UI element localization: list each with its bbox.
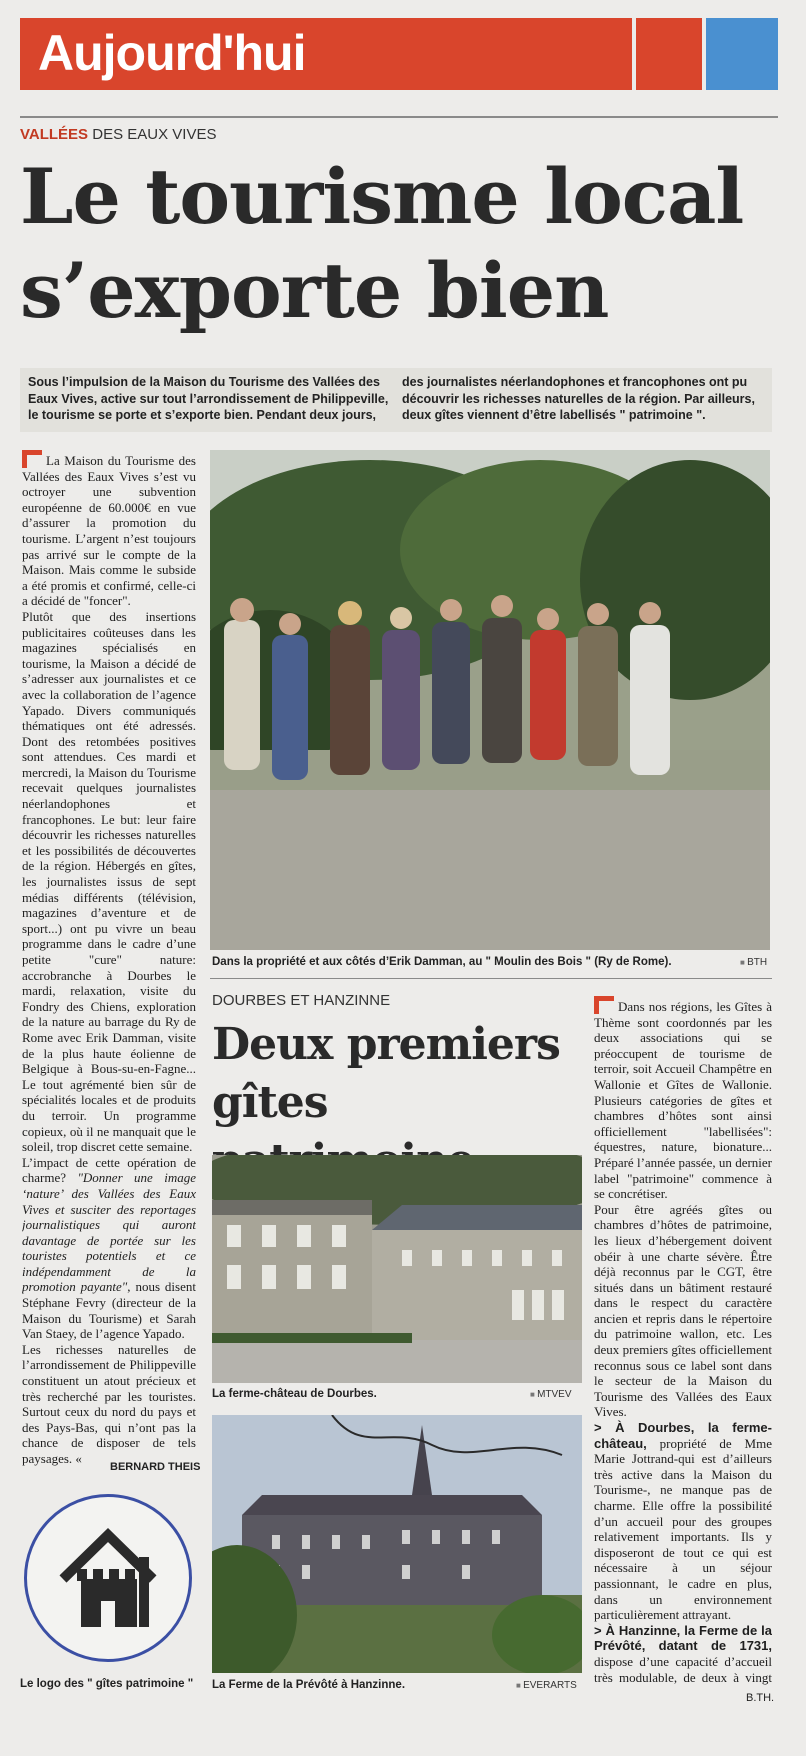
article2-byline: B.TH. (746, 1692, 775, 1704)
body-paragraph: > À Hanzinne, la Ferme de la Prévôté, datant de 1731, dispose d’une capacité d’accueil très modulable, de deux à vingt (594, 1622, 772, 1685)
body-paragraph: Pour être agréés gîtes ou chambres d’hôtes de patrimoine, les lieux d’hébergement doivent obéir à une charte sévère. Être déjà reconnus par le CGT, être situés dans un bâtiment restauré dans le respect du caractère ancien et repris dans le répertoire du patrimoine wallon, etc. Les deux premiers gîtes officiellement reconnus sous ce label sont dans le secteur de la Maison du Tourisme des Vallées des Eaux Vives. (594, 1201, 772, 1420)
standfirst-right: des journalistes néerlandophones et francophones ont pu découvrir les richesses naturelles de la région. Par ailleurs, deux gîtes viennent d’être labellisés " patrimoine ". (402, 375, 755, 422)
headline-line-1: Le tourisme local (20, 152, 744, 241)
group-photo-image (210, 450, 770, 950)
section-title: Aujourd'hui (38, 25, 306, 81)
group-photo-credit: ■ BTH (740, 957, 767, 968)
article-body-left-column (22, 450, 196, 1472)
body-paragraph: L’impact de cette opération de charme? "Donner une image ‘nature’ des Vallées des Eaux Vives et susciter des reportages journalistiques qui auront davantage de portée sur les touristes potentiels et ce indépendamment de la promotion payante", nous disent Stéphane Fevry (directeur de la Maison du Tourisme) et Sarah Van Staey, de l’agence Yapado. (22, 1154, 196, 1342)
article-headline (20, 150, 780, 338)
group-photo (210, 450, 770, 950)
section-header-bar (20, 18, 632, 90)
top-divider (20, 116, 778, 118)
body-paragraph: Les richesses naturelles de l’arrondissement de Philippeville constituent un atout précieux et très recherché par les touristes. Surtout ceux du nord du pays et des Pays-Bas, qui n’ont pas la chance de disposer de tels paysages. « (22, 1341, 196, 1466)
ferme-chateau-caption: La ferme-château de Dourbes. (212, 1388, 377, 1400)
headline-line-2: s’exporte bien (20, 246, 609, 335)
section-header-blue-block (706, 18, 778, 90)
ferme-prevote-photo (212, 1415, 582, 1673)
standfirst-left: Sous l’impulsion de la Maison du Tourisme des Vallées des Eaux Vives, active sur tout l’arrondissement de Philippeville, le tourisme se porte et s’exporte bien. Pendant deux jours, (28, 375, 389, 422)
ferme-chateau-photo (212, 1155, 582, 1383)
drop-mark-icon (594, 996, 614, 1014)
castle-icon (27, 1497, 189, 1659)
people-group (224, 595, 670, 780)
article-byline: BERNARD THEIS (110, 1461, 201, 1473)
article-kicker: VALLÉES DES EAUX VIVES (20, 126, 217, 143)
gites-patrimoine-logo (24, 1494, 192, 1662)
article2-kicker: DOURBES ET HANZINNE (212, 992, 391, 1009)
group-photo-caption: Dans la propriété et aux côtés d’Erik Damman, au " Moulin des Bois " (Ry de Rome). (212, 956, 672, 968)
headline2-line-2: gîtes (212, 1077, 328, 1128)
ferme-chateau-credit: ■ MTVEV (530, 1389, 572, 1400)
mid-divider (210, 978, 772, 979)
body-paragraph: > À Dourbes, la ferme-château, propriété de Mme Marie Jottrand-qui est d’ailleurs très active dans la Maison du Tourisme-, ne manque pas de charme. Elle offre la possibilité d’un accueil pour des groupes relativement importants. Ils y disposeront de tout ce qui est nécessaire à un séjour passionnant, le cadre en plus, dans un environnement particulièrement attrayant. (594, 1420, 772, 1623)
section-header-red-block (632, 18, 702, 90)
body-paragraph: La Maison du Tourisme des Vallées des Eaux Vives s’est vu octroyer une subvention européenne de 60.000€ en vue d’assurer la promotion du tourisme. L’argent n’est toujours pas arrivé sur le compte de la Maison. Mais comme le subside a été promis et confirmé, celle-ci a décidé de "foncer". (22, 453, 196, 609)
ferme-prevote-caption: La Ferme de la Prévôté à Hanzinne. (212, 1679, 406, 1691)
headline2-line-1: Deux premiers (212, 1019, 560, 1070)
body-paragraph: Dans nos régions, les Gîtes à Thème sont coordonnés par les deux associations qui se préoccupent de tourisme de terroir, soit Accueil Champêtre en Wallonie et Gîtes de Wallonie. Plusieurs catégories de gîtes et chambres d’hôtes sont ainsi officiellement "labellisées": équestres, nature, bionature... Préparé l’année passée, un dernier label "patrimoine" commence à se concrétiser. (594, 999, 772, 1202)
logo-caption: Le logo des " gîtes patrimoine " (20, 1678, 194, 1690)
drop-mark-icon (22, 450, 42, 468)
ferme-prevote-credit: ■ EVERARTS (516, 1680, 577, 1691)
article2-body-right-column (594, 996, 772, 1686)
body-paragraph: Plutôt que des insertions publicitaires coûteuses dans les magazines spécialisés en tourisme, la Maison a décidé de s’adresser aux journalistes et ce avec la collaboration de l’agence Yapado. Divers communiqués thématiques ont été adressés. Dont des retombées positives sont attendues. Ces mardi et mercredi, la Maison du Tourisme recevait quelques journalistes néerlandophones et francophones. Le but: leur faire découvrir les richesses naturelles et les possibilités de découvertes de la région. Hébergés en gîtes, les journalistes issus de sept médias différents (télévision, magazines d’aventure et de sport...) ont pu vivre un beau programme dans le cadre d’une petite "cure" nature: accrobranche à Dourbes le mardi, relaxation, visite du Fondry des Chiens, exploration de la nature au barrage du Ry de Rome avec Erik Damman, visite de la plus haute éolienne de Belgique à Bous-su-en-Fagne... Le tout agrémenté bien sûr de spécialités locales et de produits du terroir. Un programme copieux, où il ne manquait que le soleil, trop discret cette semaine. (22, 608, 196, 1155)
